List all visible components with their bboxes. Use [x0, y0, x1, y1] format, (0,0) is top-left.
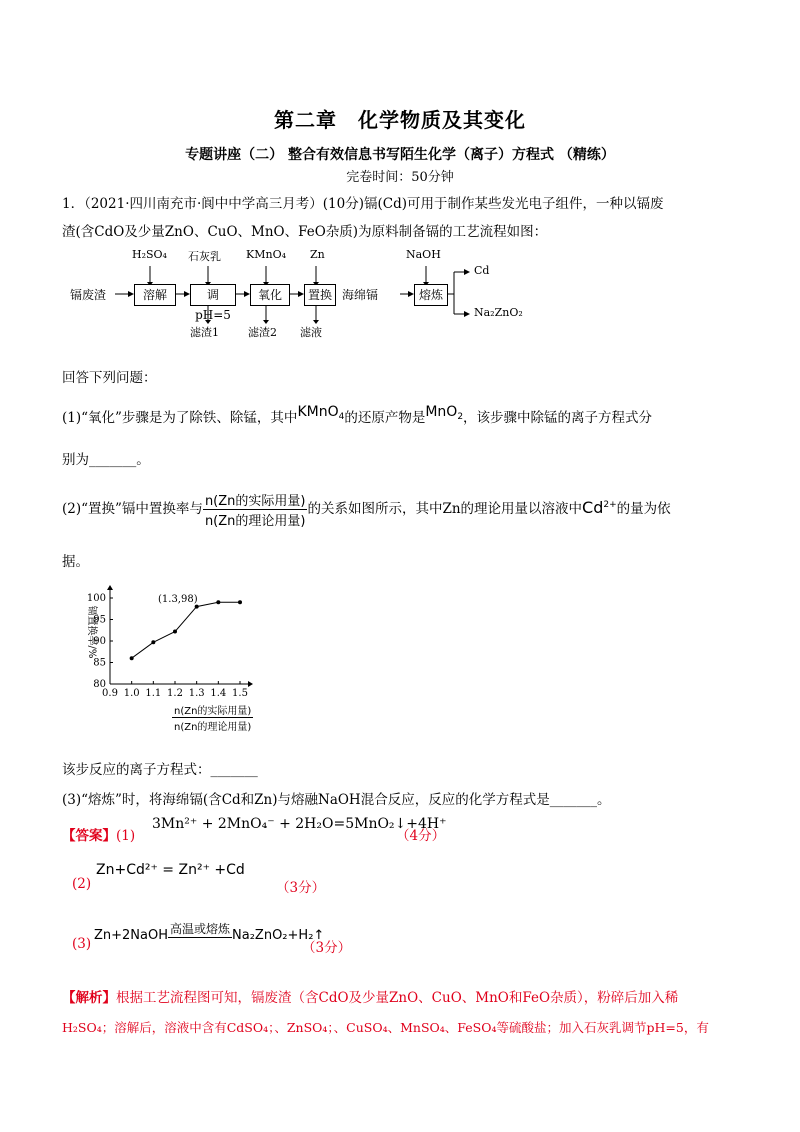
chart-ylabel: 镉置换率/% — [86, 605, 97, 659]
flow-start: 镉废渣 — [70, 288, 107, 302]
answer-prompt: 回答下列问题： — [62, 370, 157, 386]
chart-annotation: (1.3,98) — [158, 594, 198, 605]
answer-2-score: （3分） — [276, 880, 326, 896]
reaction-condition: 高温或熔炼 — [170, 922, 231, 936]
question-line-1: 1．（2021·四川南充市·阆中中学高三月考）(10分)镉(Cd)可用于制作某些发光电子组件，一种以镉废 — [62, 196, 664, 212]
answer-3-score: （3分） — [302, 940, 352, 956]
time-limit: 完卷时间：50分钟 — [346, 170, 454, 185]
chapter-title: 第二章 化学物质及其变化 — [274, 108, 526, 132]
data-point — [130, 656, 134, 660]
residue-2: 滤渣2 — [248, 326, 277, 339]
answer-1-equation: 3Mn²⁺ + 2MnO₄⁻ + 2H₂O=5MnO₂↓+4H⁺ — [152, 816, 447, 832]
answer-row-1: 【答案】(1) — [62, 828, 136, 844]
lecture-subtitle: 专题讲座（二） 整合有效信息书写陌生化学（离子）方程式 （精练） — [185, 147, 615, 163]
step-dissolve: 溶解 — [134, 284, 176, 306]
x-tick-label: 1.0 — [123, 688, 140, 699]
answer-3-prefix: (3) — [72, 936, 92, 952]
chart-xlabel: n(Zn的实际用量) n(Zn的理论用量) — [172, 702, 253, 733]
answer-2-prefix: (2) — [72, 876, 92, 892]
step-adjust-ph: 调pH=5 — [190, 284, 236, 306]
q1-line-2: 别为_______。 — [62, 452, 150, 468]
q2-line-2: 据。 — [62, 554, 89, 570]
residue-1: 滤渣1 — [190, 326, 219, 339]
product-na2zno2: Na₂ZnO₂ — [474, 306, 523, 319]
y-tick-label: 85 — [93, 657, 106, 669]
data-point — [195, 605, 199, 609]
reagent-naoh: NaOH — [406, 248, 441, 261]
data-point — [216, 600, 220, 604]
analysis-line-2: H₂SO₄；溶解后，溶液中含有CdSO₄；、ZnSO₄；、CuSO₄、MnSO₄、FeSO₄等硫酸盐；加入石灰乳调节pH=5，有 — [62, 1020, 709, 1035]
zn-ratio-fraction: $\frac{\text{n(Zn的实际用量)}}{\text{n(Zn的理论用量)}}$ — [203, 490, 308, 529]
answer-label: 【答案】 — [62, 828, 116, 844]
reagent-kmno4: KMnO₄ — [246, 248, 286, 261]
x-tick-label: 0.9 — [102, 688, 118, 699]
step-oxidize: 氧化 — [250, 284, 290, 306]
formula-cd2plus: $Cd^{2+}$ — [582, 498, 617, 517]
q2-line: (2)“置换”镉中置换率与 $\frac{\text{n(Zn的实际用量)}}{\text{n(Zn的理论用量)}}$ 的关系如图所示，其中Zn的理论用量以溶液中$Cd^{2+}$的量为依 — [62, 490, 671, 529]
q2-reaction-prompt: 该步反应的离子方程式：_______ — [62, 762, 258, 778]
chart-series — [130, 600, 242, 660]
question-line-2: 渣(含CdO及少量ZnO、CuO、MnO、FeO杂质)为原料制备镉的工艺流程如图： — [62, 224, 548, 240]
y-tick-label: 100 — [86, 593, 106, 604]
flow-sponge-cadmium: 海绵镉 — [342, 288, 379, 302]
x-tick-label: 1.4 — [210, 688, 227, 699]
y-tick-label: 95 — [93, 614, 106, 626]
answer-2-equation: Zn+Cd²⁺ = Zn²⁺ +Cd — [96, 862, 245, 878]
filtrate: 滤液 — [300, 326, 322, 339]
step-smelt: 熔炼 — [414, 284, 448, 306]
reagent-zn: Zn — [310, 248, 325, 261]
formula-kmno4: KMnO$_4$ — [297, 404, 345, 422]
step-replace: 置换 — [304, 284, 336, 306]
reagent-h2so4: H₂SO₄ — [132, 248, 167, 261]
reagent-lime: 石灰乳 — [188, 250, 221, 263]
y-tick-label: 80 — [93, 679, 106, 690]
analysis-line-1: 【解析】根据工艺流程图可知，镉废渣（含CdO及少量ZnO、CuO、MnO和FeO杂质），粉碎后加入稀 — [62, 990, 679, 1006]
formula-mno2: MnO$_2$ — [425, 404, 464, 422]
analysis-label: 【解析】 — [62, 990, 116, 1006]
x-tick-label: 1.2 — [167, 688, 183, 699]
q1-line: (1)“氧化”步骤是为了除铁、除锰，其中KMnO$_4$的还原产物是MnO$_2$，该步骤中除锰的离子方程式分 — [62, 404, 653, 426]
data-point — [151, 640, 155, 644]
process-flow-diagram — [70, 244, 570, 344]
answer-1-score: （4分） — [396, 828, 446, 844]
data-point — [173, 630, 177, 634]
x-tick-label: 1.1 — [145, 688, 162, 699]
x-tick-label: 1.3 — [188, 688, 205, 699]
answer-3-equation: Zn+2NaOH 高温或熔炼 Na₂ZnO₂+H₂↑ — [94, 922, 325, 943]
y-axis-arrow — [107, 585, 113, 590]
series-line — [132, 602, 240, 658]
q3-line: (3)“熔炼”时，将海绵镉(含Cd和Zn)与熔融NaOH混合反应，反应的化学方程式是_______。 — [62, 792, 611, 808]
data-point — [238, 600, 242, 604]
chart-ticks — [87, 593, 248, 699]
y-tick-label: 90 — [93, 636, 106, 647]
x-tick-label: 1.5 — [232, 688, 248, 699]
product-cd: Cd — [474, 264, 490, 277]
x-axis-arrow — [248, 681, 253, 687]
